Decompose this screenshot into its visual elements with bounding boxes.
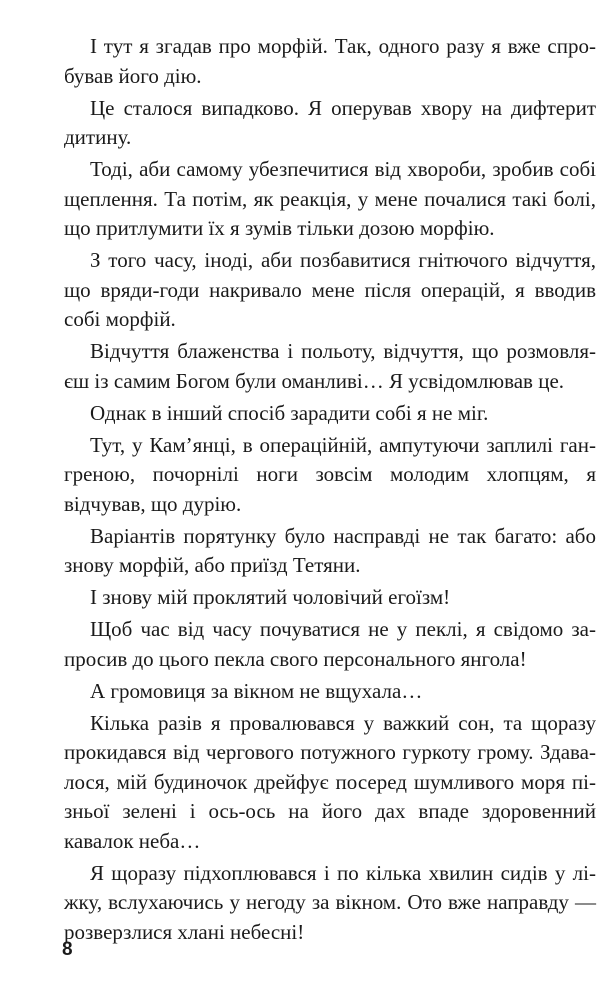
paragraph: Кілька разів я провалювався у важкий сон, та щоразу прокидався від чергового потужного гуркоту грому. Здавалося, мій будиночок дрейфує посеред шумливого моря пізньої зелені і ось-ось на його дах впаде здоровенний кавалок неба… bbox=[64, 710, 596, 853]
paragraph: Це сталося випадково. Я оперував хвору на дифтерит дитину. bbox=[64, 95, 596, 149]
paragraph: Я щоразу підхоплювався і по кілька хвилин сидів у ліжку, вслухаючись у негоду за вікном. Ото вже направду — розверзлися хлані небесні! bbox=[64, 860, 596, 944]
paragraph: Щоб час від часу почуватися не у пеклі, я свідомо запросив до цього пекла свого персонального янгола! bbox=[64, 617, 596, 671]
paragraph: А громовиця за вікном не вщухала… bbox=[90, 678, 423, 703]
paragraph: Тоді, аби самому убезпечитися від хвороби, зробив собі щеплення. Та потім, як реакція, у мене почалися такі болі, що притлумити їх я зумів тільки дозою морфію. bbox=[64, 157, 596, 240]
paragraph: І тут я згадав про морфій. Так, одного разу я вже спробував його дію. bbox=[64, 34, 596, 88]
paragraph: Варіантів порятунку було насправді не так багато: або знову морфій, або приїзд Тетяни. bbox=[64, 523, 596, 577]
body-text bbox=[64, 32, 596, 950]
paragraph: Відчуття блаженства і польоту, відчуття, що розмовляєш із самим Богом були оманливі… Я усвідомлював це. bbox=[64, 339, 596, 393]
paragraph: Тут, у Кам’янці, в операційній, ампутуючи заплилі гангреною, почорнілі ноги зовсім молодим хлопцям, я відчував, що дурію. bbox=[64, 432, 596, 516]
page-number: 8 bbox=[62, 939, 73, 960]
paragraph: Однак в інший спосіб зарадити собі я не міг. bbox=[90, 400, 489, 425]
paragraph: З того часу, іноді, аби позбавитися гнітючого відчуття, що вряди-годи накривало мене після операцій, я вводив собі морфій. bbox=[64, 248, 596, 331]
paragraph: І знову мій проклятий чоловічий егоїзм! bbox=[90, 585, 451, 609]
